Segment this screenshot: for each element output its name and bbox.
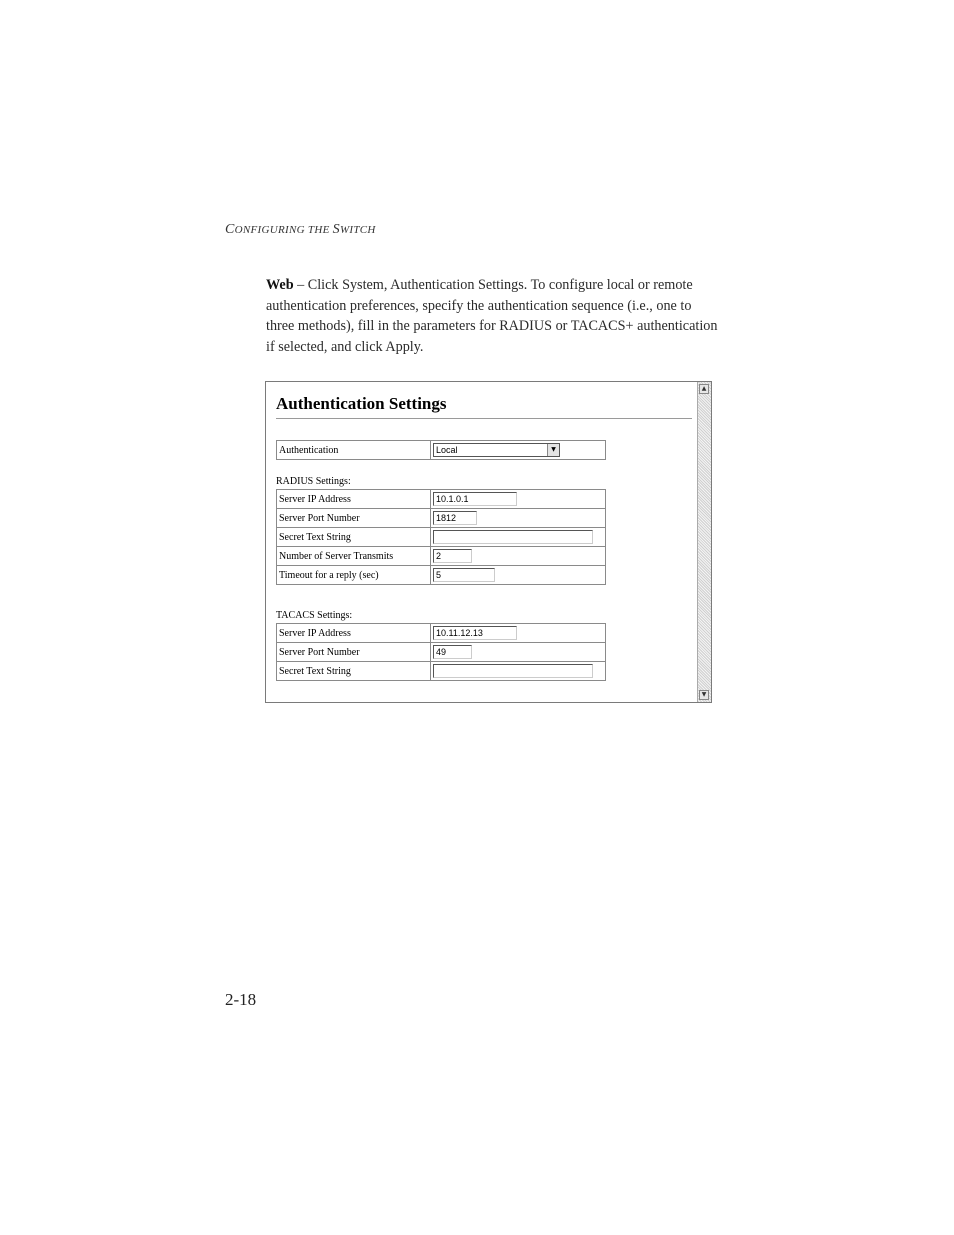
tacacs-section-label: TACACS Settings: <box>276 610 353 621</box>
radius-settings-table <box>276 489 606 585</box>
tacacs-secret-input[interactable] <box>433 664 593 678</box>
authentication-table <box>276 440 606 460</box>
radius-ip-label: Server IP Address <box>277 490 431 509</box>
radius-ip-input[interactable]: 10.1.0.1 <box>433 492 517 506</box>
running-header: CONFIGURING THE SWITCH <box>225 222 376 237</box>
screenshot-content <box>266 382 697 702</box>
radius-port-label: Server Port Number <box>277 509 431 528</box>
radius-secret-label: Secret Text String <box>277 528 431 547</box>
tacacs-ip-input[interactable]: 10.11.12.13 <box>433 626 517 640</box>
table-row <box>277 509 606 528</box>
intro-text: – Click System, Authentication Settings. To configure local or remote authentication preferences, specify the authentication sequence (i.e., one to three methods), fill in the parameters for RADIUS or TACACS+ authentication if selected, and click Apply. <box>266 277 718 355</box>
tacacs-ip-label: Server IP Address <box>277 624 431 643</box>
table-row <box>277 624 606 643</box>
chevron-down-icon[interactable]: ▼ <box>547 444 559 456</box>
table-row <box>277 441 606 460</box>
intro-lead: Web <box>266 277 294 293</box>
intro-paragraph <box>266 275 718 357</box>
tacacs-port-label: Server Port Number <box>277 643 431 662</box>
table-row <box>277 566 606 585</box>
tacacs-secret-label: Secret Text String <box>277 662 431 681</box>
radius-secret-input[interactable] <box>433 530 593 544</box>
page-title: Authentication Settings <box>276 394 447 413</box>
authentication-cell <box>431 441 606 460</box>
title-divider <box>276 418 692 419</box>
vertical-scrollbar[interactable] <box>697 382 711 702</box>
scroll-up-icon[interactable]: ▲ <box>699 384 709 394</box>
authentication-select-value: Local <box>436 445 458 455</box>
table-row <box>277 490 606 509</box>
table-row <box>277 662 606 681</box>
radius-timeout-input[interactable]: 5 <box>433 568 495 582</box>
authentication-label: Authentication <box>277 441 431 460</box>
table-row <box>277 547 606 566</box>
authentication-settings-screenshot <box>265 381 712 703</box>
radius-transmits-input[interactable]: 2 <box>433 549 472 563</box>
scroll-down-icon[interactable]: ▼ <box>699 690 709 700</box>
radius-transmits-label: Number of Server Transmits <box>277 547 431 566</box>
radius-section-label: RADIUS Settings: <box>276 476 351 487</box>
authentication-select[interactable] <box>433 443 560 457</box>
page-number: 2-18 <box>225 990 257 1009</box>
table-row <box>277 643 606 662</box>
table-row <box>277 528 606 547</box>
tacacs-port-input[interactable]: 49 <box>433 645 472 659</box>
radius-port-input[interactable]: 1812 <box>433 511 477 525</box>
tacacs-settings-table <box>276 623 606 681</box>
radius-timeout-label: Timeout for a reply (sec) <box>277 566 431 585</box>
